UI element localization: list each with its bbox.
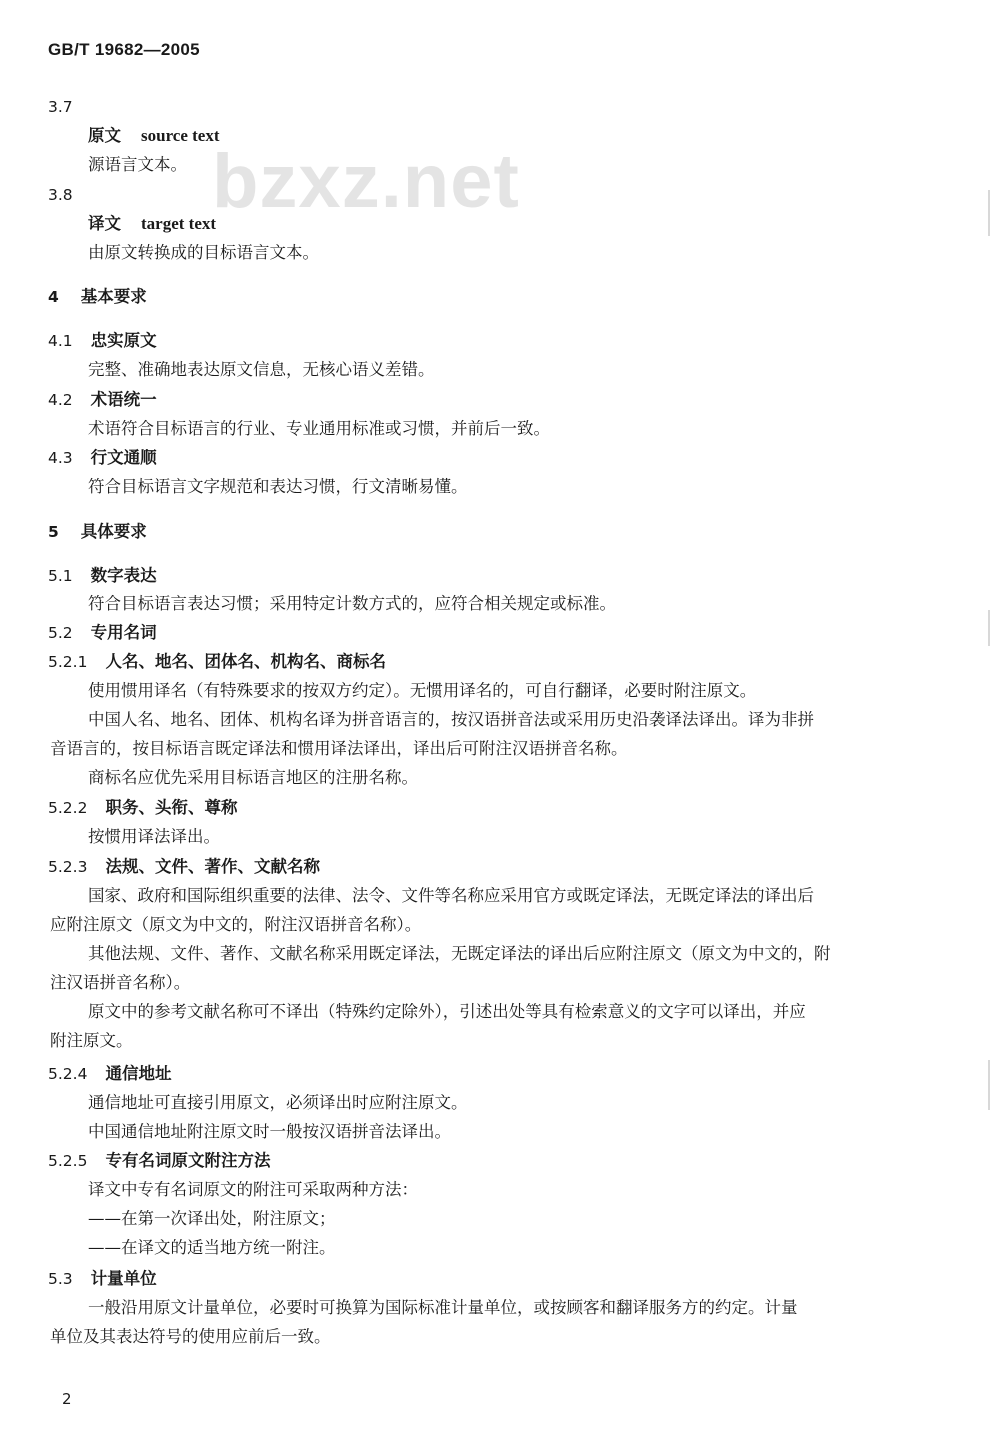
section-heading xyxy=(48,797,237,819)
section-number: 5.2.4 xyxy=(48,1065,88,1083)
section-title: 专有名词原文附注方法 xyxy=(105,1151,271,1170)
paragraph: 商标名应优先采用目标语言地区的注册名称。 xyxy=(88,768,418,787)
section-number: 3.8 xyxy=(48,186,73,204)
scan-edge-mark xyxy=(988,190,990,236)
watermark: bzxz.net xyxy=(212,139,520,224)
section-number: 4 xyxy=(48,288,59,306)
paragraph: 通信地址可直接引用原文，必须译出时应附注原文。 xyxy=(88,1093,468,1112)
standard-id: GB/T 19682—2005 xyxy=(48,40,200,59)
section-number: 5 xyxy=(48,523,59,541)
section-title: 具体要求 xyxy=(80,522,147,541)
section-title: 职务、头衔、尊称 xyxy=(105,798,238,817)
term-en: target text xyxy=(141,214,217,233)
section-heading xyxy=(48,330,157,352)
paragraph: 单位及其表达符号的使用应前后一致。 xyxy=(50,1327,331,1346)
section-number: 5.2.5 xyxy=(48,1152,88,1170)
section-title: 通信地址 xyxy=(105,1064,172,1083)
paragraph: 中国通信地址附注原文时一般按汉语拼音法译出。 xyxy=(88,1122,451,1141)
paragraph: 国家、政府和国际组织重要的法律、法令、文件等名称应采用官方或既定译法，无既定译法的译出后 xyxy=(88,886,814,905)
section-number: 4.1 xyxy=(48,332,73,350)
section-title: 行文通顺 xyxy=(90,448,157,467)
paragraph: 术语符合目标语言的行业、专业通用标准或习惯，并前后一致。 xyxy=(88,419,550,438)
scan-edge-mark xyxy=(988,610,990,646)
term-zh: 原文 xyxy=(88,126,121,145)
term-line xyxy=(88,125,220,147)
paragraph: 符合目标语言文字规范和表达习惯，行文清晰易懂。 xyxy=(88,477,468,496)
paragraph: 完整、准确地表达原文信息，无核心语义差错。 xyxy=(88,360,435,379)
section-heading xyxy=(48,389,157,411)
paragraph: 符合目标语言表达习惯；采用特定计数方式的，应符合相关规定或标准。 xyxy=(88,594,616,613)
section-number: 3.7 xyxy=(48,98,73,116)
paragraph: 原文中的参考文献名称可不译出（特殊约定除外），引述出处等具有检索意义的文字可以译出，并应 xyxy=(88,1002,806,1021)
section-number: 5.2.3 xyxy=(48,858,88,876)
page-number: 2 xyxy=(62,1390,72,1408)
term-line xyxy=(88,213,216,235)
section-title: 忠实原文 xyxy=(90,331,157,350)
paragraph: 附注原文。 xyxy=(50,1031,133,1050)
section-title: 数字表达 xyxy=(90,566,157,585)
section-number: 5.2.1 xyxy=(48,653,88,671)
paragraph: 其他法规、文件、著作、文献名称采用既定译法，无既定译法的译出后应附注原文（原文为中文的，附 xyxy=(88,944,831,963)
list-item: ——在第一次译出处，附注原文； xyxy=(88,1209,336,1228)
section-number: 5.1 xyxy=(48,567,73,585)
term-definition: 源语言文本。 xyxy=(88,155,187,174)
section-number: 5.3 xyxy=(48,1270,73,1288)
paragraph: 使用惯用译名（有特殊要求的按双方约定）。无惯用译名的，可自行翻译，必要时附注原文。 xyxy=(88,681,757,700)
section-number: 4.2 xyxy=(48,391,73,409)
section-heading xyxy=(48,1268,157,1290)
section-heading xyxy=(48,1150,270,1172)
paragraph: 按惯用译法译出。 xyxy=(88,827,220,846)
section-heading xyxy=(48,856,320,878)
section-title: 人名、地名、团体名、机构名、商标名 xyxy=(105,652,386,671)
paragraph: 中国人名、地名、团体、机构名译为拼音语言的，按汉语拼音法或采用历史沿袭译法译出。译为非拼 xyxy=(88,710,814,729)
section-title: 法规、文件、著作、文献名称 xyxy=(105,857,320,876)
section-heading xyxy=(48,521,147,543)
list-item: ——在译文的适当地方统一附注。 xyxy=(88,1238,336,1257)
section-number: 5.2.2 xyxy=(48,799,88,817)
section-heading xyxy=(48,565,157,587)
scan-edge-mark xyxy=(988,1060,990,1110)
section-number: 4.3 xyxy=(48,449,73,467)
term-zh: 译文 xyxy=(88,214,121,233)
term-en: source text xyxy=(141,126,220,145)
section-title: 基本要求 xyxy=(80,287,147,306)
paragraph: 应附注原文（原文为中文的，附注汉语拼音名称）。 xyxy=(50,915,422,934)
paragraph: 音语言的，按目标语言既定译法和惯用译法译出，译出后可附注汉语拼音名称。 xyxy=(50,739,628,758)
term-definition: 由原文转换成的目标语言文本。 xyxy=(88,243,319,262)
section-heading xyxy=(48,622,157,644)
section-title: 计量单位 xyxy=(90,1269,157,1288)
paragraph: 译文中专有名词原文的附注可采取两种方法： xyxy=(88,1180,418,1199)
section-title: 术语统一 xyxy=(90,390,157,409)
section-heading xyxy=(48,447,157,469)
section-title: 专用名词 xyxy=(90,623,157,642)
paragraph: 注汉语拼音名称）。 xyxy=(50,973,191,992)
paragraph: 一般沿用原文计量单位，必要时可换算为国际标准计量单位，或按顾客和翻译服务方的约定。计量 xyxy=(88,1298,798,1317)
section-heading xyxy=(48,286,147,308)
section-heading xyxy=(48,651,386,673)
section-number: 5.2 xyxy=(48,624,73,642)
section-heading xyxy=(48,1063,171,1085)
